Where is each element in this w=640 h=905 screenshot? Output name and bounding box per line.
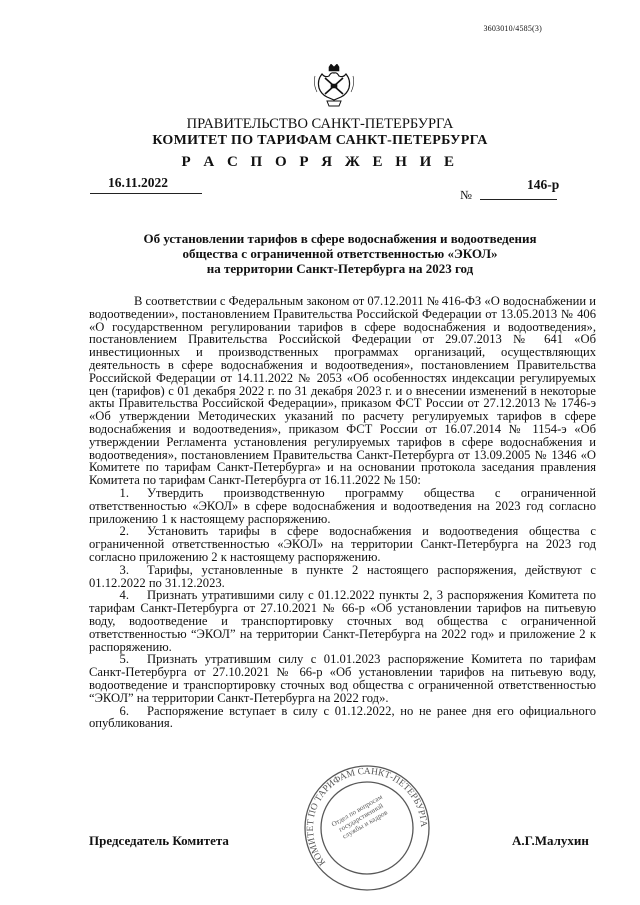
item-number: 5.: [119, 652, 129, 667]
list-item: [89, 525, 596, 563]
title-line: общества с ограниченной ответственностью «ЭКОЛ»: [182, 246, 498, 261]
number-sign: №: [460, 188, 472, 202]
chairman-title: Председатель Комитета: [89, 833, 229, 848]
item-text: Утвердить производственную программу общества с ограниченной ответственностью «ЭКОЛ» в сфере водоснабжения и водоотведения на 2023 год согласно приложению 1 к настоящему распоряжению.: [89, 485, 596, 526]
item-text: Установить тарифы в сфере водоснабжения и водоотведения общества с ограниченной ответственностью «ЭКОЛ» на территории Санкт-Петербурга на 2023 год согласно приложению 2 к настоящему распоряжению.: [89, 524, 596, 564]
list-item: [89, 564, 596, 590]
item-number: 4.: [119, 588, 129, 603]
title-line: на территории Санкт-Петербурга на 2023 год: [206, 261, 474, 276]
government-name: ПРАВИТЕЛЬСТВО САНКТ-ПЕТЕРБУРГА: [186, 116, 454, 132]
date-underline: [90, 193, 202, 194]
item-number: 1.: [119, 485, 129, 500]
committee-name: КОМИТЕТ ПО ТАРИФАМ САНКТ-ПЕТЕРБУРГА: [152, 133, 488, 148]
document-body: [89, 295, 596, 730]
document-title: [80, 231, 600, 276]
document-type: Р А С П О Р Я Ж Е Н И Е: [181, 154, 459, 170]
document-code: 3603010/4585(3): [483, 24, 542, 33]
item-text: Распоряжение вступает в силу с 01.12.2022, но не ранее дня его официального опубликования.: [89, 703, 596, 731]
title-line: Об установлении тарифов в сфере водоснабжения и водоотведения: [143, 231, 537, 246]
item-text: Тарифы, установленные в пункте 2 настоящего распоряжения, действуют с 01.12.2022 по 31.12.2023.: [89, 562, 596, 590]
item-text: Признать утратившими силу с 01.12.2022 пункты 2, 3 распоряжения Комитета по тарифам Санкт-Петербурга от 27.10.2021 № 66-р «Об установлении тарифов на питьевую воду, водоотведение и транспортировку сточных вод общества с ограниченной ответственностью “ЭКОЛ” на территории Санкт-Петербурга на 2022 год» и приложение 2 к распоряжению.: [89, 588, 596, 654]
official-stamp-icon: [303, 764, 431, 892]
item-number: 6.: [119, 703, 129, 718]
document-number: 146-р: [527, 177, 560, 192]
list-item: [89, 487, 596, 525]
list-item: [89, 705, 596, 731]
item-number: 3.: [119, 562, 129, 577]
item-text: Признать утратившим силу с 01.01.2023 распоряжение Комитета по тарифам Санкт-Петербурга от 27.10.2021 № 66-р «Об установлении тарифов на питьевую воду, водоотведение и транспортировку сточных вод общества с ограниченной ответственностью “ЭКОЛ” на территории Санкт-Петербурга на 2022 год».: [89, 652, 596, 705]
document-date: 16.11.2022: [108, 175, 169, 190]
list-item: [89, 653, 596, 704]
list-item: [89, 589, 596, 653]
stamp-outer-text: КОМИТЕТ ПО ТАРИФАМ САНКТ-ПЕТЕРБУРГА: [305, 766, 429, 868]
preamble-paragraph: В соответствии с Федеральным законом от 07.12.2011 № 416-ФЗ «О водоснабжении и водоотведении», постановлением Правительства Российской Федерации от 13.05.2013 № 406 «О государственном регулировании тарифов в сфере водоснабжения и водоотведения», постановлением Правительства Российской Федерации от 29.07.2013 № 641 «Об инвестиционных и производственных программах организаций, осуществляющих деятельность в сфере водоснабжения и водоотведения», постановлением Правительства Российской Федерации от 14.11.2022 № 2053 «Об особенностях индексации регулируемых цен (тарифов) с 01 декабря 2022 г. по 31 декабря 2023 г. и о внесении изменений в некоторые акты Правительства Российской Федерации», приказом ФСТ России от 27.12.2013 № 1746-э «Об утверждении Методических указаний по расчету регулируемых тарифов в сфере водоснабжения и водоотведения», приказом ФСТ России от 16.07.2014 № 1154-э «Об утверждении Регламента установления регулируемых тарифов в сфере водоснабжения и водоотведения», постановлением Правительства Санкт-Петербурга от 13.09.2005 № 1346 «О Комитете по тарифам Санкт-Петербурга» и на основании протокола заседания правления Комитета по тарифам Санкт-Петербурга от 16.11.2022 № 150:: [89, 294, 596, 488]
number-underline: [480, 199, 557, 200]
stamp-inner-text: Отдел по вопросам государственной службы и кадров: [330, 792, 389, 841]
item-number: 2.: [119, 524, 129, 539]
signatory-name: А.Г.Малухин: [512, 833, 589, 848]
coat-of-arms-icon: [313, 64, 355, 108]
